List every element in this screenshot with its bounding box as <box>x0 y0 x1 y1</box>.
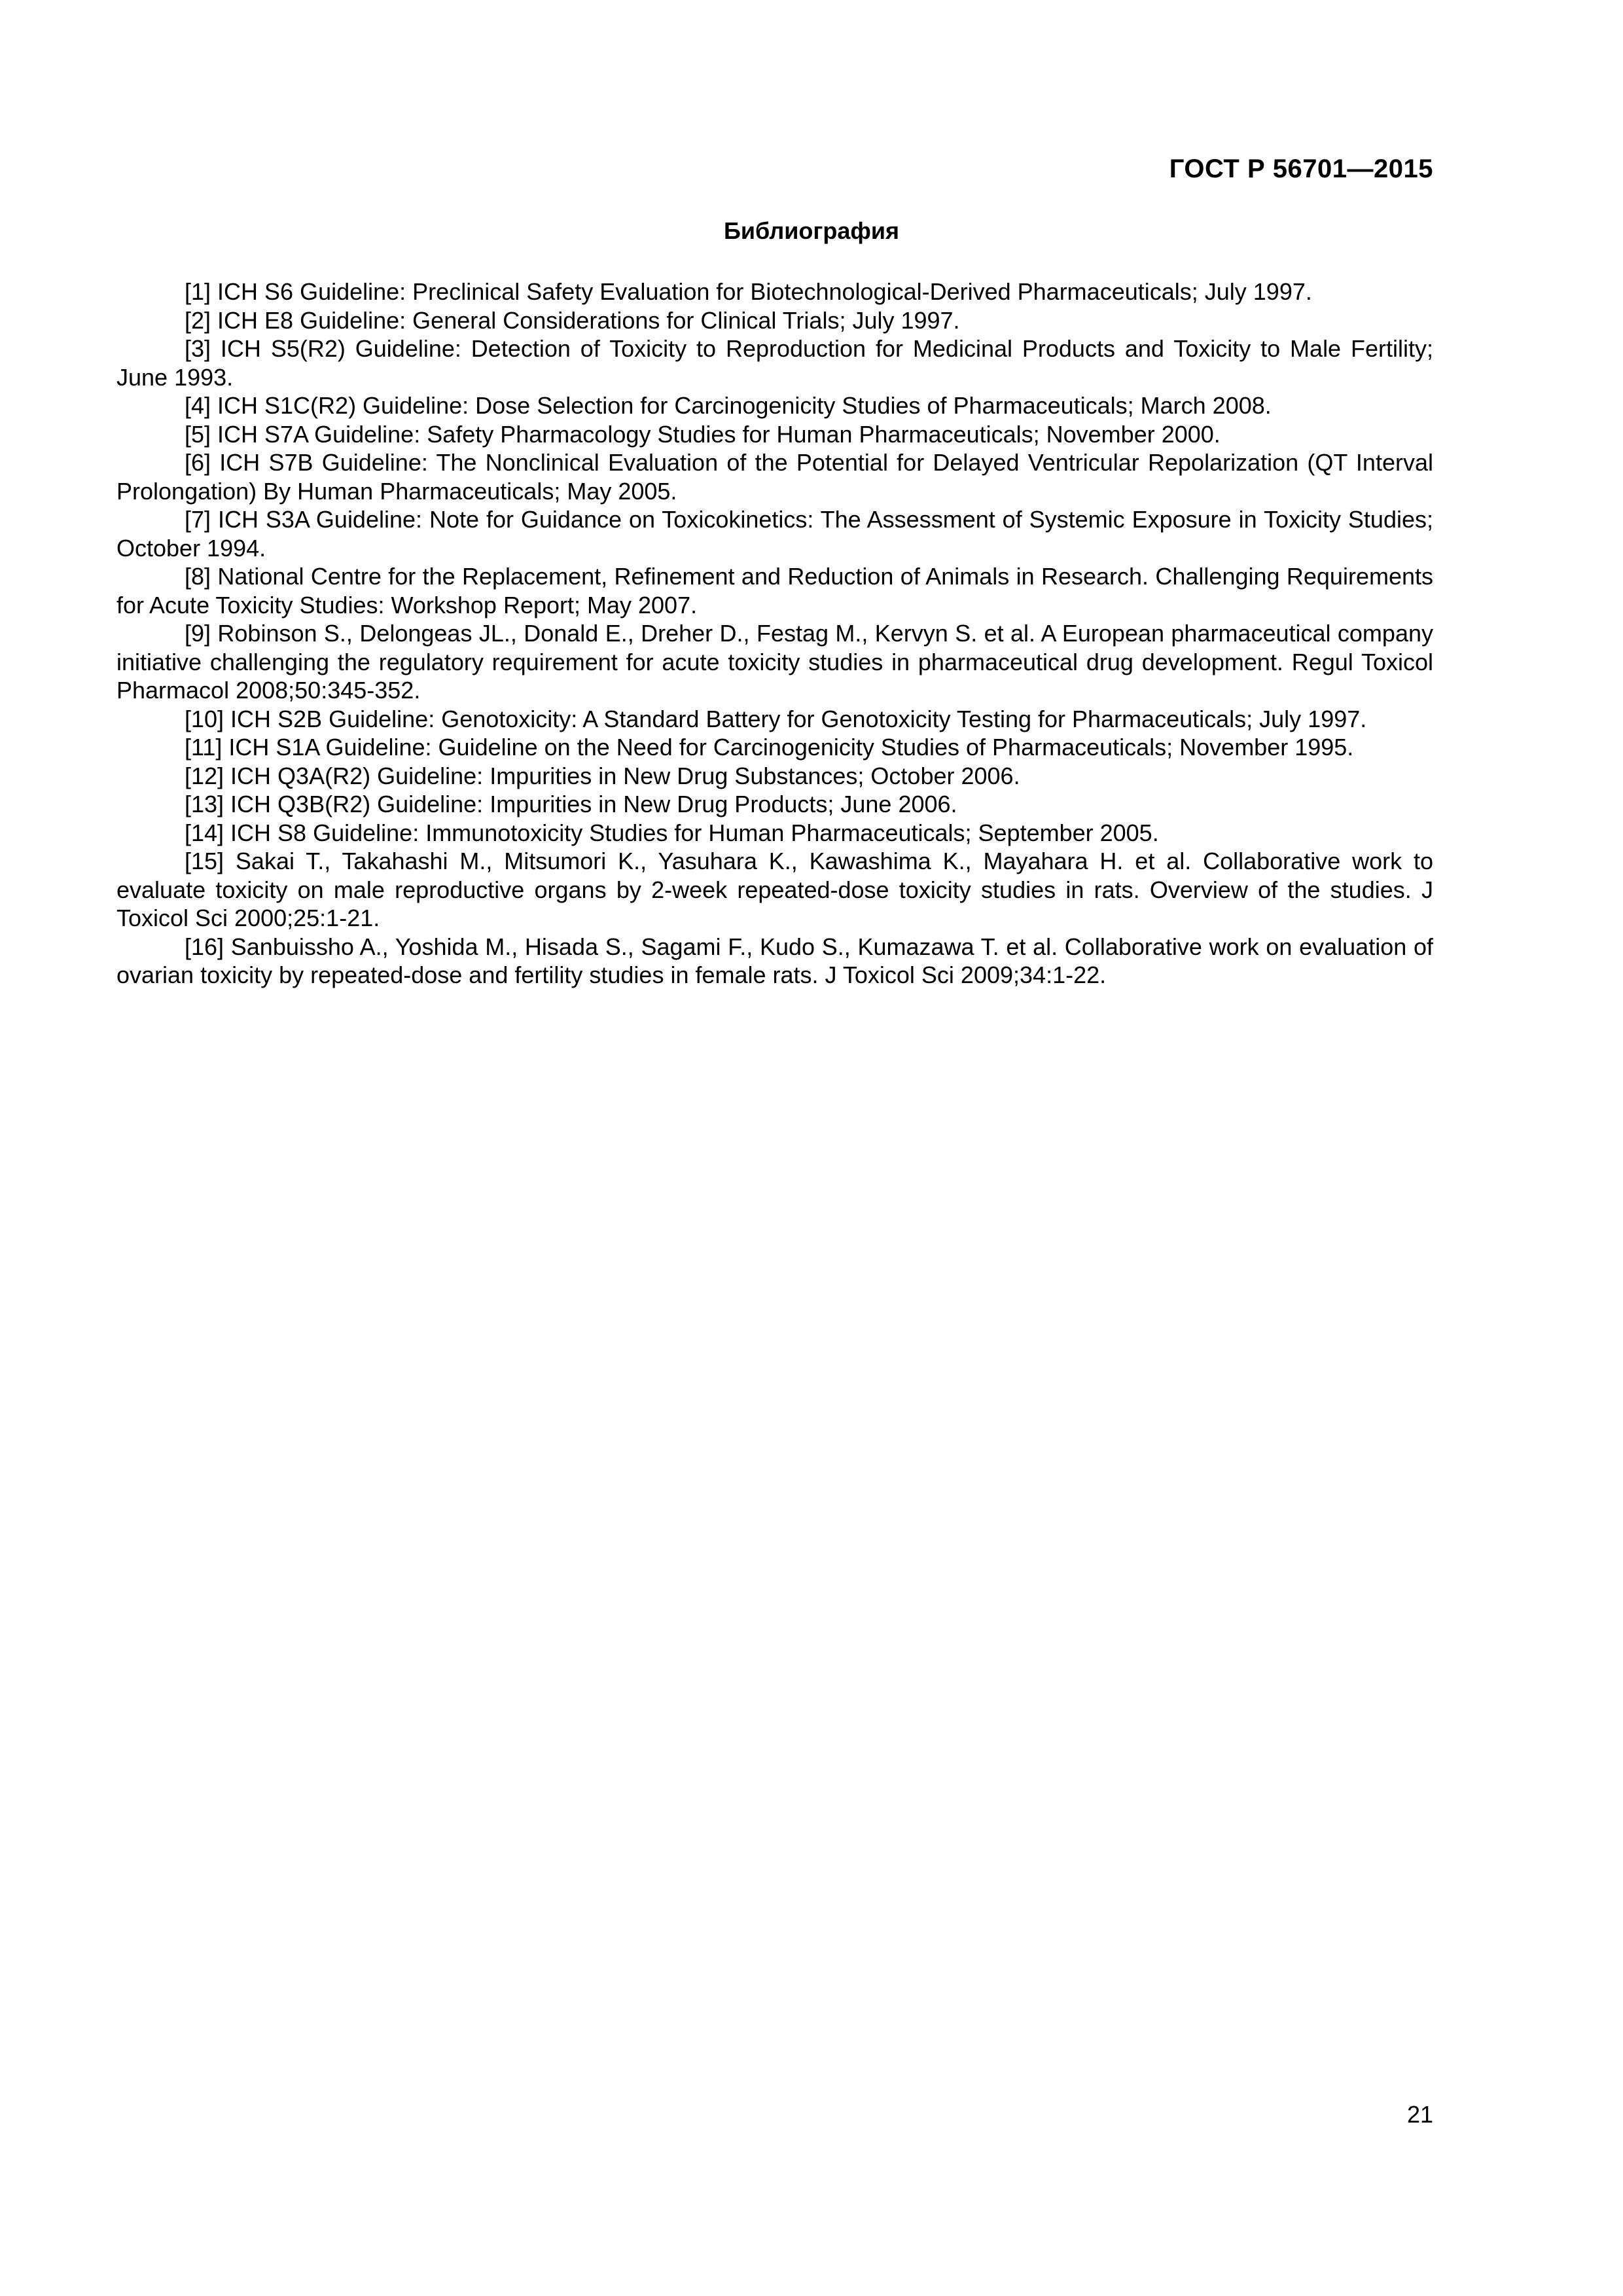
reference-item: [15] Sakai T., Takahashi M., Mitsumori K., Yasuhara K., Kawashima K., Mayahara H. et al. Collaborative work to evaluate toxicity on male reproductive organs by 2-week repeated-dose toxicity studies in rats. Overview of the studies. J Toxicol Sci 2000;25:1-21. <box>116 848 1433 931</box>
reference-item: [16] Sanbuissho A., Yoshida M., Hisada S., Sagami F., Kudo S., Kumazawa T. et al. Collaborative work on evaluation of ovarian toxicity by repeated-dose and fertility studies in female rats. J Toxicol Sci 2009;34:1-22. <box>116 933 1433 988</box>
reference-item: [12] ICH Q3A(R2) Guideline: Impurities in New Drug Substances; October 2006. <box>185 762 1020 789</box>
reference-item: [2] ICH E8 Guideline: General Considerations for Clinical Trials; July 1997. <box>185 306 960 334</box>
reference-item: [14] ICH S8 Guideline: Immunotoxicity Studies for Human Pharmaceuticals; September 2005. <box>185 819 1159 846</box>
reference-item: [3] ICH S5(R2) Guideline: Detection of Toxicity to Reproduction for Medicinal Products and Toxicity to Male Fertility; June 1993. <box>116 335 1433 391</box>
reference-list <box>116 278 1433 990</box>
reference-item: [7] ICH S3A Guideline: Note for Guidance on Toxicokinetics: The Assessment of Systemic Exposure in Toxicity Studies; October 1994. <box>116 506 1433 562</box>
page-number: 21 <box>1406 2101 1433 2128</box>
reference-item: [4] ICH S1C(R2) Guideline: Dose Selection for Carcinogenicity Studies of Pharmaceuticals; March 2008. <box>185 392 1272 419</box>
reference-item: [1] ICH S6 Guideline: Preclinical Safety Evaluation for Biotechnological-Derived Pharmaceuticals; July 1997. <box>185 278 1312 305</box>
reference-item: [10] ICH S2B Guideline: Genotoxicity: A Standard Battery for Genotoxicity Testing for Pharmaceuticals; July 1997. <box>185 705 1367 732</box>
bibliography-title: Библиография <box>724 217 899 244</box>
reference-item: [13] ICH Q3B(R2) Guideline: Impurities in New Drug Products; June 2006. <box>185 791 957 817</box>
reference-item: [9] Robinson S., Delongeas JL., Donald E., Dreher D., Festag M., Kervyn S. et al. A European pharmaceutical company initiative challenging the regulatory requirement for acute toxicity studies in pharmaceutical drug development. Regul Toxicol Pharmacol 2008;50:345-352. <box>116 620 1433 704</box>
reference-item: [11] ICH S1A Guideline: Guideline on the Need for Carcinogenicity Studies of Pharmaceuticals; November 1995. <box>185 734 1354 761</box>
reference-item: [5] ICH S7A Guideline: Safety Pharmacology Studies for Human Pharmaceuticals; November 2000. <box>185 420 1221 448</box>
standard-code: ГОСТ Р 56701—2015 <box>1169 154 1433 183</box>
reference-item: [6] ICH S7B Guideline: The Nonclinical Evaluation of the Potential for Delayed Ventricular Repolarization (QT Interval Prolongation) By Human Pharmaceuticals; May 2005. <box>116 449 1433 505</box>
reference-item: [8] National Centre for the Replacement, Refinement and Reduction of Animals in Research. Challenging Requirements for Acute Toxicity Studies: Workshop Report; May 2007. <box>116 563 1433 619</box>
